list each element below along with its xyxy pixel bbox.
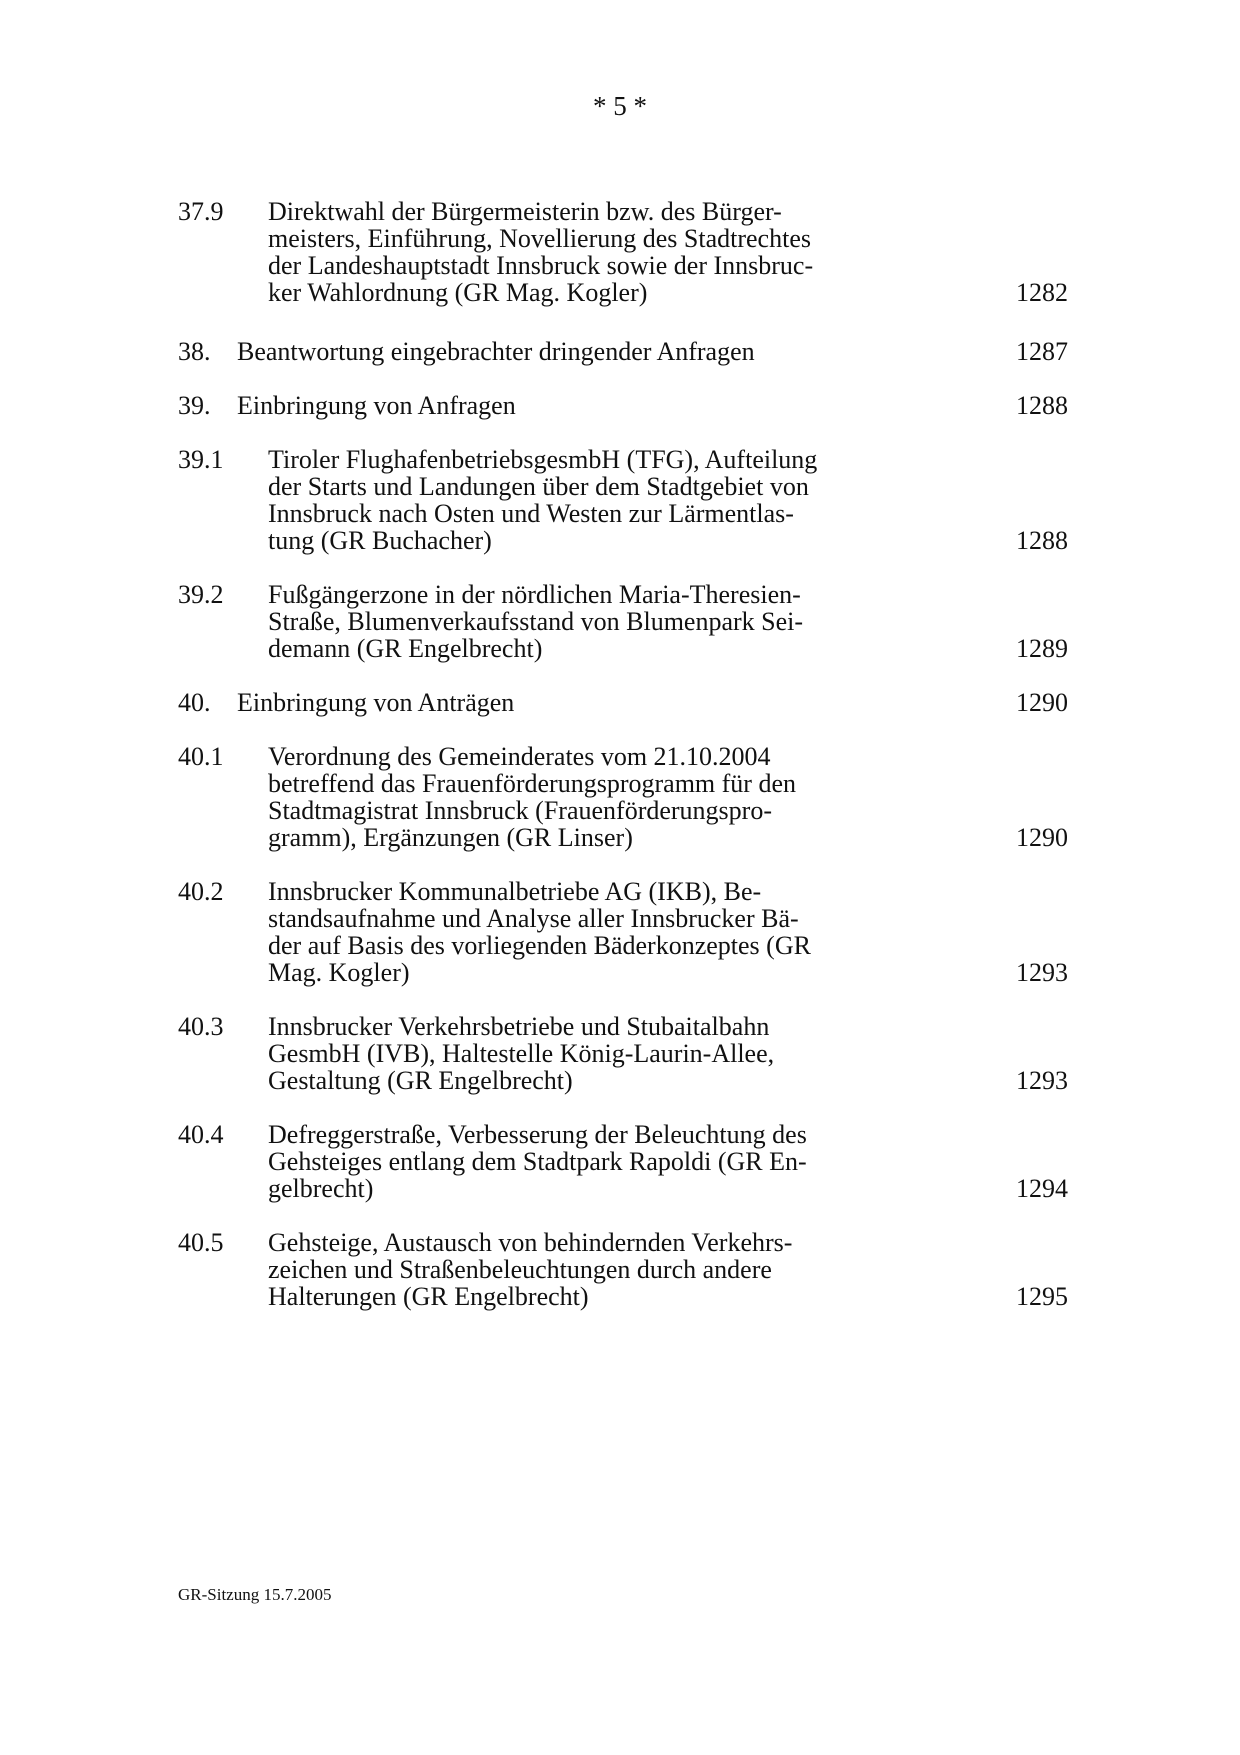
page-number: * 5 *	[593, 91, 647, 121]
entry-number: 40.5	[178, 1228, 224, 1257]
entry-page: 1293	[1016, 958, 1068, 987]
entry-page: 1290	[1016, 823, 1068, 852]
entry-page: 1294	[1016, 1174, 1068, 1203]
toc-entry-39-1	[178, 446, 1068, 554]
entry-title: Einbringung von Anfragen	[237, 391, 516, 420]
entry-title: Innsbrucker Verkehrsbetriebe und Stubaitalbahn GesmbH (IVB), Haltestelle König-Laurin-Allee, Gestaltung (GR Engelbrecht)	[268, 1012, 775, 1095]
entry-title: Einbringung von Anträgen	[237, 688, 515, 717]
entry-number: 40.4	[178, 1120, 224, 1149]
entry-title: Tiroler FlughafenbetriebsgesmbH (TFG), Aufteilung der Starts und Landungen über dem Stadtgebiet von Innsbruck nach Osten und Westen zur Lärmentlas- tung (GR Buchacher)	[268, 445, 818, 555]
entry-page: 1290	[1016, 688, 1068, 717]
entry-page: 1293	[1016, 1066, 1068, 1095]
footer-session-date: GR-Sitzung 15.7.2005	[178, 1585, 332, 1604]
toc-entry-40-5	[178, 1229, 1068, 1310]
entry-number: 40.3	[178, 1012, 224, 1041]
table-of-contents	[178, 197, 1068, 1311]
toc-entry-39	[178, 392, 1068, 419]
entry-number: 39.2	[178, 580, 224, 609]
entry-number: 38.	[178, 337, 211, 366]
entry-title: Gehsteige, Austausch von behindernden Verkehrs- zeichen und Straßenbeleuchtungen durch andere Halterungen (GR Engelbrecht)	[268, 1228, 793, 1311]
entry-title: Fußgängerzone in der nördlichen Maria-Theresien- Straße, Blumenverkaufsstand von Blumenpark Sei- demann (GR Engelbrecht)	[268, 580, 804, 663]
entry-page: 1288	[1016, 526, 1068, 555]
entry-number: 40.1	[178, 742, 224, 771]
entry-number: 40.2	[178, 877, 224, 906]
toc-entry-38	[178, 338, 1068, 365]
toc-entry-37-9	[178, 198, 1068, 306]
entry-title: Defreggerstraße, Verbesserung der Beleuchtung des Gehsteiges entlang dem Stadtpark Rapoldi (GR En- gelbrecht)	[268, 1120, 807, 1203]
entry-title: Innsbrucker Kommunalbetriebe AG (IKB), Be- standsaufnahme und Analyse aller Innsbrucker Bä- der auf Basis des vorliegenden Bäderkonzeptes (GR Mag. Kogler)	[268, 877, 811, 987]
toc-entry-40-4	[178, 1121, 1068, 1202]
toc-entry-40-3	[178, 1013, 1068, 1094]
entry-page: 1288	[1016, 391, 1068, 420]
entry-title: Direktwahl der Bürgermeisterin bzw. des Bürger- meisters, Einführung, Novellierung des Stadtrechtes der Landeshauptstadt Innsbruck sowie der Innsbruc- ker Wahlordnung (GR Mag. Kogler)	[268, 197, 814, 307]
toc-entry-40-2	[178, 878, 1068, 986]
entry-page: 1289	[1016, 634, 1068, 663]
entry-number: 39.1	[178, 445, 224, 474]
entry-page: 1295	[1016, 1282, 1068, 1311]
entry-page: 1287	[1016, 337, 1068, 366]
entry-number: 37.9	[178, 197, 224, 226]
toc-entry-40-1	[178, 743, 1068, 851]
entry-number: 40.	[178, 688, 211, 717]
entry-title: Verordnung des Gemeinderates vom 21.10.2004 betreffend das Frauenförderungsprogramm für den Stadtmagistrat Innsbruck (Frauenförderungspro- gramm), Ergänzungen (GR Linser)	[268, 742, 796, 852]
toc-entry-39-2	[178, 581, 1068, 662]
entry-number: 39.	[178, 391, 211, 420]
entry-title: Beantwortung eingebrachter dringender Anfragen	[237, 337, 755, 366]
toc-entry-40	[178, 689, 1068, 716]
entry-page: 1282	[1016, 278, 1068, 307]
